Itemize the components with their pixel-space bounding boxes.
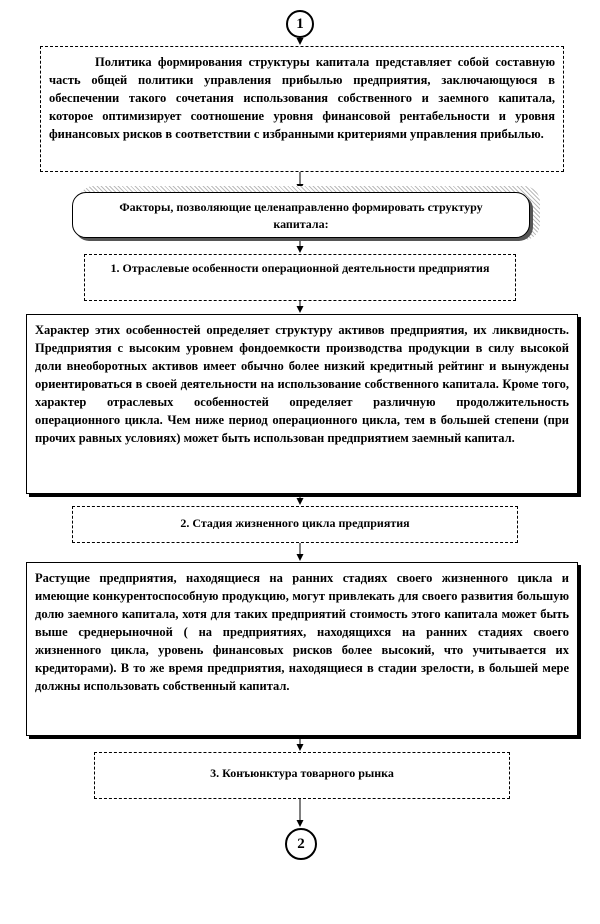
- factors-header-box: [72, 192, 530, 238]
- factor2-description: Растущие предприятия, находящиеся на ранних стадиях своего жизненного цикла и имеющие конкурентоспособную продукцию, могут привлекать для своего развития большую долю заемного капитала, хотя для таких предприятий стоимость этого капитала может быть выше среднерыночной ( на предприятиях, находящихся на ранних стадиях своего жизненного цикла, уровень финансовых рисков более высокий, что учитывается их кредиторами). В то же время предприятия, находящиеся в стадии зрелости, в большей мере должны использовать собственный капитал.: [35, 571, 569, 693]
- factor1-description-box: [26, 314, 578, 494]
- factor2-title-box: [72, 506, 518, 543]
- factor1-description: Характер этих особенностей определяет структуру активов предприятия, их ликвидность. Предприятия с высоким уровнем фондоемкости производства продукции в силу высокой доли внеоборотных активов имеет обычно более низкий кредитный рейтинг и вынуждены ориентироваться в своей деятельности на использование собственного капитала. Кроме того, характер отраслевых особенностей определяет различную продолжительность операционного цикла. Чем ниже период операционного цикла, тем в большей степени (при прочих равных условиях) может быть использован предприятием заемный капитал.: [35, 323, 569, 445]
- factor3-title: 3. Конъюнктура товарного рынка: [210, 766, 394, 780]
- factor3-title-box: [94, 752, 510, 799]
- policy-text: Политика формирования структуры капитала представляет собой составную часть общей политики управления прибылью предприятия, заключающуюся в обеспечении такого сочетания использования собственного и заемного капитала, которое оптимизирует соотношение уровня финансовой рентабельности и уровня финансовых рисков в соответствии с избранными критериями управления прибылью.: [49, 55, 555, 141]
- factors-header-text: Факторы, позволяющие целенаправленно формировать структуру капитала:: [119, 200, 483, 231]
- factor1-title-box: [84, 254, 516, 301]
- factor1-title: 1. Отраслевые особенности операционной деятельности предприятия: [110, 261, 490, 275]
- policy-definition-box: [40, 46, 564, 172]
- connector-label-top: 1: [296, 15, 304, 32]
- factor2-title: 2. Стадия жизненного цикла предприятия: [180, 516, 410, 530]
- connector-label-bottom: 2: [297, 835, 305, 852]
- connector-circle-bottom: [285, 828, 317, 860]
- connector-circle-top: [286, 10, 314, 38]
- factor2-description-box: [26, 562, 578, 736]
